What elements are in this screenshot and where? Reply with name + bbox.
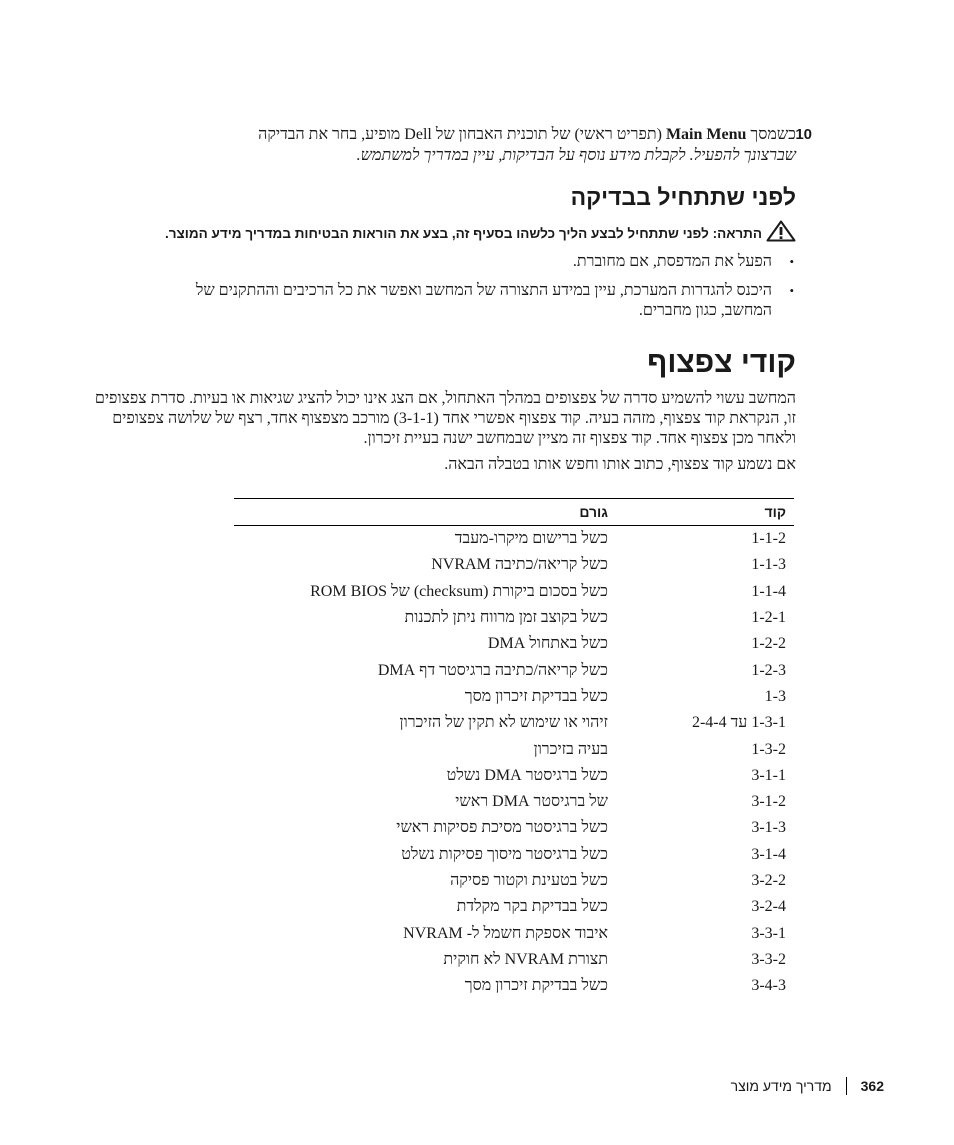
table-row <box>234 789 794 815</box>
code-cell: 3-1-1 <box>751 766 786 784</box>
list-item <box>156 252 796 272</box>
cause-cell: כשל ברישום מיקרו-מעבד <box>454 530 608 548</box>
code-cell: 3-1-2 <box>751 793 786 811</box>
code-cell: 3-1-4 <box>751 845 786 863</box>
table-row <box>234 579 794 605</box>
cause-cell: כשל קריאה/כתיבה NVRAM <box>431 556 608 574</box>
table-row <box>234 526 794 553</box>
list-item-text: הפעל את המדפסת, אם מחוברת. <box>572 253 772 270</box>
list-item <box>156 281 796 321</box>
cause-cell: איבוד אספקת חשמל ל- NVRAM <box>403 924 608 942</box>
code-cell: 3-2-4 <box>751 898 786 916</box>
step-10 <box>152 124 812 166</box>
list-item-text: היכנס להגדרות המערכת, עיין במידע התצורה של המחשב ואפשר את כל הרכיבים וההתקנים של המחשב, כגון מחברים. <box>195 282 772 319</box>
cause-cell: כשל בבדיקת זיכרון מסך <box>464 687 608 705</box>
cause-cell: כשל באתחול DMA <box>487 635 608 653</box>
table-row <box>234 657 794 683</box>
cause-cell: כשל בקוצב זמן מרווח ניתן לתכנות <box>404 609 608 627</box>
table-row <box>234 605 794 631</box>
footer-divider <box>846 1077 847 1095</box>
bullet-icon: • <box>789 254 794 269</box>
code-cell: 3-2-2 <box>751 872 786 889</box>
caution-notice <box>106 220 796 247</box>
column-header-code: קוד <box>608 499 794 526</box>
column-header-cause: גורם <box>234 499 608 526</box>
table-row <box>234 710 794 736</box>
before-test-list <box>156 252 796 330</box>
table-row <box>234 763 794 789</box>
table-row <box>234 842 794 868</box>
bullet-icon: • <box>789 283 794 298</box>
cause-cell: זיהוי או שימוש לא תקין של הזיכרון <box>399 714 608 732</box>
caution-triangle-icon <box>766 220 796 247</box>
step-text-after: (תפריט ראשי) של תוכנית האבחון של Dell מופיע, בחר את הבדיקה <box>258 126 662 143</box>
step-text <box>152 124 796 145</box>
beep-codes-heading: קודי צפצוף <box>647 346 796 379</box>
table-row <box>234 947 794 973</box>
step-text-before: כשמסך <box>750 126 796 143</box>
code-cell: 3-4-3 <box>751 977 786 995</box>
code-cell: 1-1-3 <box>751 556 786 574</box>
step-text-line2: שברצונך להפעיל. לקבלת מידע נוסף על הבדיקות, עיין במדריך למשתמש. <box>356 147 796 164</box>
table-row <box>234 973 794 999</box>
code-cell: 1-1-2 <box>751 530 786 548</box>
table-row <box>234 736 794 762</box>
table-row <box>234 920 794 946</box>
table-row <box>234 631 794 657</box>
table-row <box>234 552 794 578</box>
code-cell: 3-3-1 <box>751 924 786 942</box>
cause-cell: תצורת NVRAM לא חוקית <box>443 950 608 968</box>
footer-title: מדריך מידע מוצר <box>730 1078 832 1094</box>
table-row <box>234 894 794 920</box>
cause-cell: כשל בסכום ביקורת (checksum) של ROM BIOS <box>310 582 608 600</box>
cause-cell: כשל ברגיסטר DMA נשלט <box>446 766 608 784</box>
table-header-row <box>234 499 794 526</box>
page-number: 362 <box>860 1078 884 1094</box>
code-cell: 3-1-3 <box>751 819 786 837</box>
cause-cell: כשל בבדיקת בקר מקלדת <box>456 898 608 916</box>
table-row <box>234 868 794 894</box>
cause-cell: בעיה בזיכרון <box>533 740 608 758</box>
caution-label: התראה: <box>712 226 762 241</box>
cause-cell: של ברגיסטר DMA ראשי <box>455 793 608 811</box>
table-row <box>234 684 794 710</box>
cause-cell: כשל ברגיסטר מסיכת פסיקות ראשי <box>396 819 608 837</box>
caution-text: לפני שתתחיל לבצע הליך כלשהו בסעיף זה, בצע את הוראות הבטיחות במדריך מידע המוצר. <box>165 226 709 241</box>
code-cell: 1-1-4 <box>751 582 786 600</box>
beep-codes-instruction: אם נשמע קוד צפצוף, כתוב אותו וחפש אותו בטבלה הבאה. <box>444 456 796 473</box>
page-footer <box>731 1077 884 1095</box>
beep-code-table <box>234 498 794 999</box>
cause-cell: כשל בטעינת וקטור פסיקה <box>450 872 608 889</box>
code-cell: 1-3 <box>764 687 786 705</box>
step-number: 10 <box>795 126 812 143</box>
code-cell: 1-2-2 <box>751 635 786 653</box>
before-test-heading: לפני שתתחיל בבדיקה <box>570 184 796 210</box>
beep-codes-intro: המחשב עשוי להשמיע סדרה של צפצופים במהלך האתחול, אם הצג אינו יכול להציג שגיאות או בעיות. סדרת צפצופים זו, הנקראת קוד צפצוף, מזהה בעיה. קוד צפצוף אפשרי אחד (3-1-1) מורכב מצפצוף אחד, רצף של שלושה צפצופים ולאחר מכן צפצוף אחד. קוד צפצוף זה מציין שבמחשב ישנה בעיית זיכרון. <box>94 390 796 447</box>
cause-cell: כשל ברגיסטר מיסוך פסיקות נשלט <box>401 845 608 863</box>
code-cell: 1-2-3 <box>751 661 786 679</box>
cause-cell: כשל בבדיקת זיכרון מסך <box>464 977 608 995</box>
code-cell: 1-2-1 <box>751 609 786 627</box>
code-cell: 1-3-2 <box>751 740 786 758</box>
table-row <box>234 815 794 841</box>
cause-cell: כשל קריאה/כתיבה ברגיסטר דף DMA <box>377 661 608 679</box>
code-cell: 1-3-1 עד 2-4-4 <box>691 714 786 732</box>
code-cell: 3-3-2 <box>751 950 786 968</box>
main-menu-label: Main Menu <box>665 126 747 143</box>
